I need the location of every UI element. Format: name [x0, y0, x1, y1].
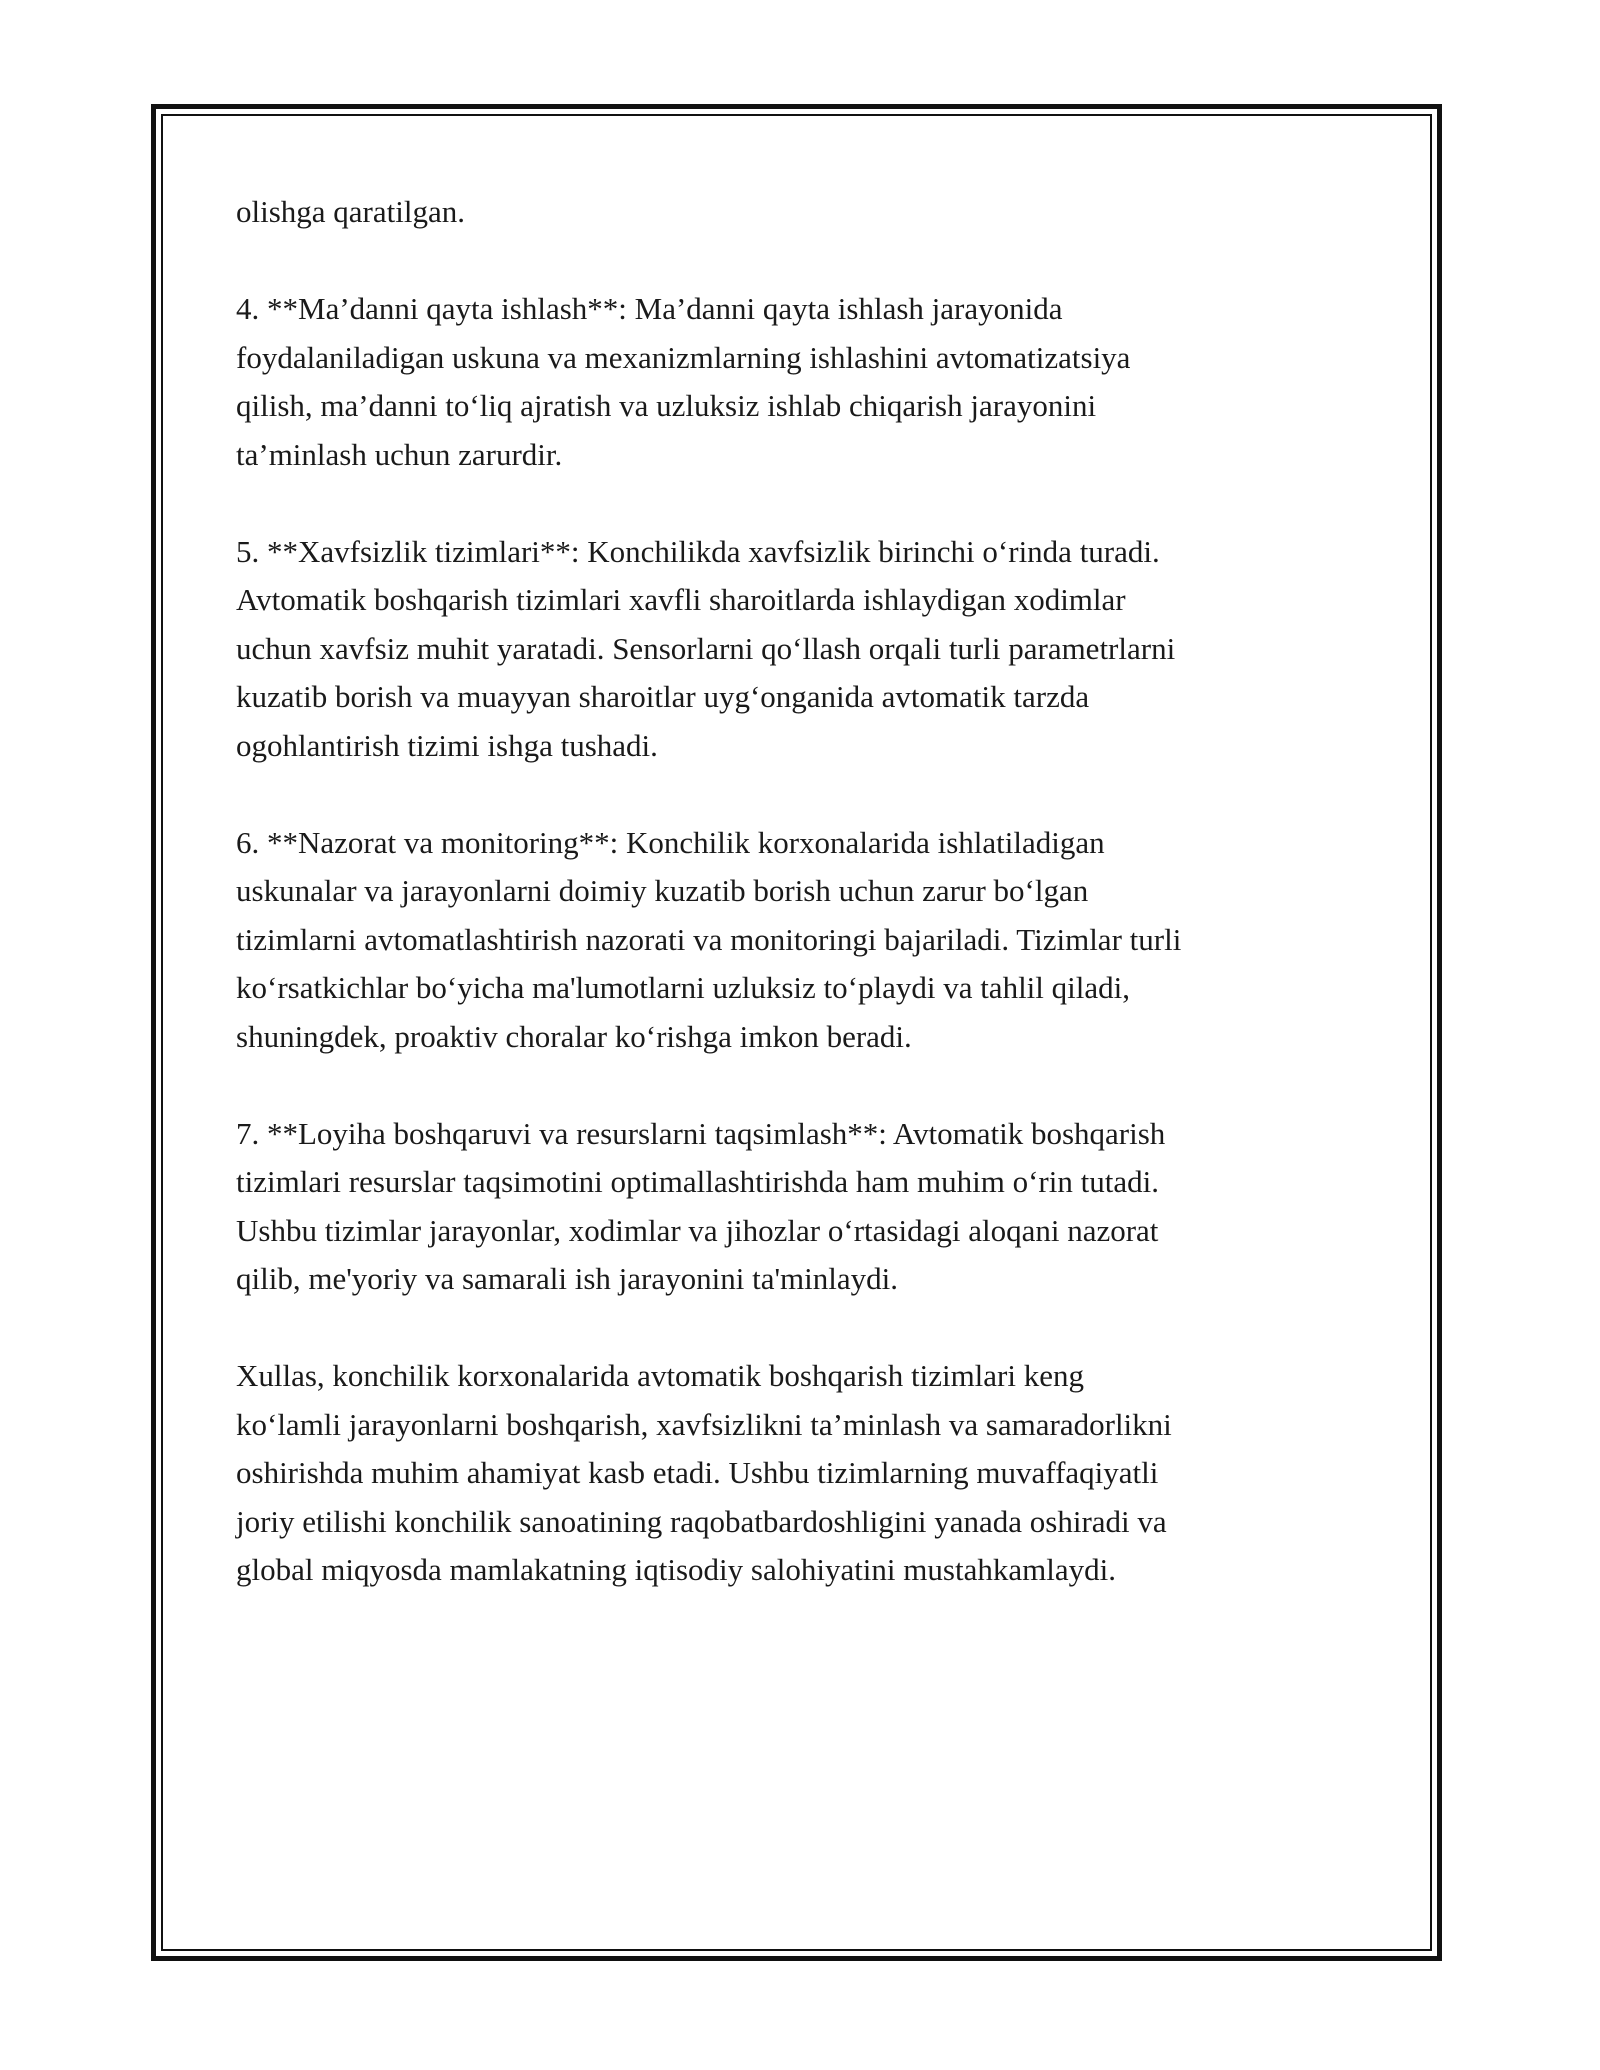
paragraph-item-7: 7. **Loyiha boshqaruvi va resurslarni taqsimlash**: Avtomatik boshqarish tizimlari resurslar taqsimotini optimallashtirishda ham muhim o‘rin tutadi. Ushbu tizimlar jarayonlar, xodimlar va jihozlar o‘rtasidagi aloqani nazorat qilib, me'yoriy va samarali ish jarayonini ta'minlaydi.: [236, 1115, 1166, 1296]
document-body: [236, 188, 1366, 1643]
paragraph-conclusion: Xullas, konchilik korxonalarida avtomatik boshqarish tizimlari keng ko‘lamli jarayonlarni boshqarish, xavfsizlikni ta’minlash va samaradorlikni oshirishda muhim ahamiyat kasb etadi. Ushbu tizimlarning muvaffaqiyatli joriy etilishi konchilik sanoatining raqobatbardoshligini yanada oshiradi va global miqyosda mamlakatning iqtisodiy salohiyatini mustahkamlaydi.: [236, 1358, 1172, 1587]
paragraph-item-6: 6. **Nazorat va monitoring**: Konchilik korxonalarida ishlatiladigan uskunalar va jarayonlarni doimiy kuzatib borish uchun zarur bo‘lgan tizimlarni avtomatlashtirish nazorati va monitoringi bajariladi. Tizimlar turli ko‘rsatkichlar bo‘yicha ma'lumotlarni uzluksiz to‘playdi va tahlil qiladi, shuningdek, proaktiv choralar ko‘rishga imkon beradi.: [236, 824, 1182, 1054]
paragraph-item-4: 4. **Ma’danni qayta ishlash**: Ma’danni qayta ishlash jarayonida foydalaniladigan uskuna va mexanizmlarning ishlashini avtomatizatsiya qilish, ma’danni to‘liq ajratish va uzluksiz ishlab chiqarish jarayonini ta’minlash uchun zarurdir.: [236, 291, 1131, 472]
paragraph-item-5: 5. **Xavfsizlik tizimlari**: Konchilikda xavfsizlik birinchi o‘rinda turadi. Avtomatik boshqarish tizimlari xavfli sharoitlarda ishlaydigan xodimlar uchun xavfsiz muhit yaratadi. Sensorlarni qo‘llash orqali turli parametrlarni kuzatib borish va muayyan sharoitlar uyg‘onganida avtomatik tarzda ogohlantirish tizimi ishga tushadi.: [236, 533, 1176, 763]
paragraph-continuation: olishga qaratilgan.: [236, 194, 465, 229]
